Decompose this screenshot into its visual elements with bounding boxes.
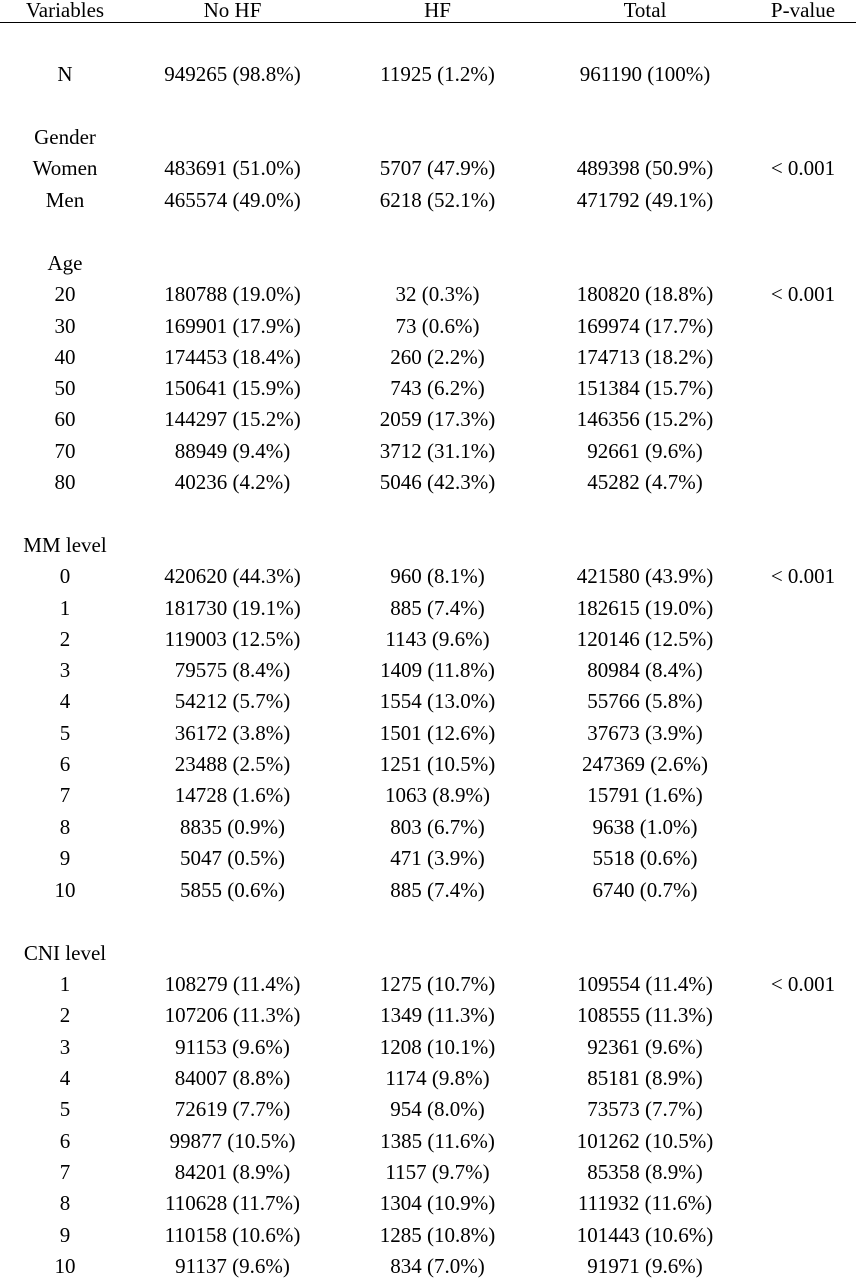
total-cell: 247369 (2.6%): [582, 752, 708, 776]
hf-cell: 1409 (11.8%): [380, 658, 495, 682]
no-hf-cell: 84007 (8.8%): [174, 1066, 291, 1090]
no-hf-cell: 5855 (0.6%): [180, 878, 285, 902]
row-label: 9: [59, 1223, 71, 1247]
no-hf-cell: 119003 (12.5%): [164, 627, 301, 651]
no-hf-cell: 88949 (9.4%): [174, 439, 291, 463]
no-hf-cell: 169901 (17.9%): [164, 314, 301, 338]
row-label: 3: [59, 658, 71, 682]
hf-cell: 1349 (11.3%): [380, 1003, 495, 1027]
hf-cell: 11925 (1.2%): [380, 62, 495, 86]
row-label: N: [57, 62, 73, 86]
no-hf-cell: 150641 (15.9%): [164, 376, 301, 400]
total-cell: 120146 (12.5%): [576, 627, 714, 651]
hf-cell: 803 (6.7%): [390, 815, 485, 839]
row-label: 1: [59, 596, 71, 620]
hf-cell: 5046 (42.3%): [379, 470, 496, 494]
row-label: Women: [32, 156, 98, 180]
hf-cell: 6218 (52.1%): [379, 188, 496, 212]
hf-cell: 32 (0.3%): [395, 282, 480, 306]
total-cell: 111932 (11.6%): [577, 1191, 713, 1215]
total-cell: 45282 (4.7%): [587, 470, 703, 494]
no-hf-cell: 14728 (1.6%): [174, 783, 291, 807]
no-hf-cell: 108279 (11.4%): [164, 972, 301, 996]
row-label: 7: [59, 783, 71, 807]
total-cell: 151384 (15.7%): [576, 376, 714, 400]
no-hf-cell: 91137 (9.6%): [175, 1254, 290, 1278]
total-cell: 91971 (9.6%): [587, 1254, 703, 1278]
header-variables: Variables: [25, 0, 105, 22]
total-cell: 5518 (0.6%): [592, 846, 698, 870]
total-cell: 37673 (3.9%): [587, 721, 703, 745]
row-label: 0: [59, 564, 71, 588]
header-no-hf: No HF: [203, 0, 262, 22]
row-label: 8: [59, 815, 71, 839]
hf-cell: 2059 (17.3%): [379, 407, 496, 431]
total-cell: 92361 (9.6%): [587, 1035, 703, 1059]
no-hf-cell: 181730 (19.1%): [164, 596, 301, 620]
total-cell: 55766 (5.8%): [587, 689, 703, 713]
row-label: 4: [59, 1066, 71, 1090]
no-hf-cell: 110158 (10.6%): [164, 1223, 301, 1247]
total-cell: 108555 (11.3%): [577, 1003, 713, 1027]
row-label: 7: [59, 1160, 71, 1184]
total-cell: 85358 (8.9%): [587, 1160, 703, 1184]
row-label: 1: [59, 972, 71, 996]
hf-cell: 5707 (47.9%): [379, 156, 496, 180]
total-cell: 73573 (7.7%): [587, 1097, 703, 1121]
total-cell: 174713 (18.2%): [576, 345, 714, 369]
row-label: 40: [54, 345, 76, 369]
total-cell: 109554 (11.4%): [577, 972, 713, 996]
hf-cell: 471 (3.9%): [390, 846, 485, 870]
header-p-value: P-value: [770, 0, 836, 22]
row-label: Gender: [34, 125, 96, 149]
row-label: 9: [59, 846, 71, 870]
row-label: 10: [54, 1254, 76, 1278]
hf-cell: 1304 (10.9%): [379, 1191, 496, 1215]
total-cell: 182615 (19.0%): [576, 596, 714, 620]
hf-cell: 1143 (9.6%): [385, 627, 490, 651]
total-cell: 92661 (9.6%): [587, 439, 703, 463]
total-cell: 489398 (50.9%): [576, 156, 714, 180]
no-hf-cell: 110628 (11.7%): [165, 1191, 300, 1215]
total-cell: 961190 (100%): [579, 62, 711, 86]
total-cell: 101443 (10.6%): [576, 1223, 714, 1247]
hf-cell: 834 (7.0%): [390, 1254, 485, 1278]
header-rule: [0, 22, 856, 23]
row-label: 2: [59, 627, 71, 651]
no-hf-cell: 180788 (19.0%): [164, 282, 301, 306]
row-label: 5: [59, 721, 71, 745]
hf-cell: 1554 (13.0%): [379, 689, 496, 713]
p-value-cell: < 0.001: [770, 564, 836, 588]
hf-cell: 1063 (8.9%): [385, 783, 490, 807]
row-label: 50: [54, 376, 76, 400]
total-cell: 421580 (43.9%): [576, 564, 714, 588]
no-hf-cell: 420620 (44.3%): [164, 564, 301, 588]
no-hf-cell: 465574 (49.0%): [164, 188, 301, 212]
no-hf-cell: 54212 (5.7%): [174, 689, 291, 713]
total-cell: 6740 (0.7%): [592, 878, 698, 902]
hf-cell: 885 (7.4%): [390, 596, 485, 620]
hf-cell: 743 (6.2%): [390, 376, 485, 400]
hf-cell: 960 (8.1%): [390, 564, 485, 588]
hf-cell: 1208 (10.1%): [379, 1035, 496, 1059]
total-cell: 15791 (1.6%): [587, 783, 703, 807]
hf-cell: 885 (7.4%): [390, 878, 485, 902]
total-cell: 80984 (8.4%): [587, 658, 703, 682]
row-label: MM level: [23, 533, 107, 557]
row-label: 6: [59, 752, 71, 776]
hf-cell: 1275 (10.7%): [379, 972, 496, 996]
header-total: Total: [623, 0, 667, 22]
no-hf-cell: 84201 (8.9%): [174, 1160, 291, 1184]
p-value-cell: < 0.001: [770, 156, 836, 180]
hf-cell: 1385 (11.6%): [380, 1129, 495, 1153]
row-label: 3: [59, 1035, 71, 1059]
hf-cell: 1251 (10.5%): [379, 752, 496, 776]
no-hf-cell: 949265 (98.8%): [164, 62, 301, 86]
p-value-cell: < 0.001: [770, 972, 836, 996]
total-cell: 9638 (1.0%): [592, 815, 698, 839]
row-label: 2: [59, 1003, 71, 1027]
row-label: 5: [59, 1097, 71, 1121]
hf-cell: 3712 (31.1%): [379, 439, 496, 463]
row-label: 60: [54, 407, 76, 431]
total-cell: 101262 (10.5%): [576, 1129, 714, 1153]
hf-cell: 1501 (12.6%): [379, 721, 496, 745]
no-hf-cell: 107206 (11.3%): [164, 1003, 301, 1027]
hf-cell: 260 (2.2%): [390, 345, 485, 369]
total-cell: 471792 (49.1%): [576, 188, 714, 212]
no-hf-cell: 91153 (9.6%): [175, 1035, 290, 1059]
no-hf-cell: 36172 (3.8%): [174, 721, 291, 745]
row-label: Age: [47, 251, 83, 275]
no-hf-cell: 79575 (8.4%): [174, 658, 291, 682]
total-cell: 169974 (17.7%): [576, 314, 714, 338]
no-hf-cell: 8835 (0.9%): [180, 815, 285, 839]
hf-cell: 1157 (9.7%): [385, 1160, 490, 1184]
p-value-cell: < 0.001: [770, 282, 836, 306]
hf-cell: 1174 (9.8%): [385, 1066, 490, 1090]
row-label: 4: [59, 689, 71, 713]
row-label: 10: [54, 878, 76, 902]
row-label: 8: [59, 1191, 71, 1215]
no-hf-cell: 483691 (51.0%): [164, 156, 301, 180]
row-label: 20: [54, 282, 76, 306]
row-label: 30: [54, 314, 76, 338]
hf-cell: 954 (8.0%): [390, 1097, 485, 1121]
no-hf-cell: 40236 (4.2%): [174, 470, 291, 494]
row-label: 70: [54, 439, 76, 463]
no-hf-cell: 5047 (0.5%): [180, 846, 285, 870]
row-label: 6: [59, 1129, 71, 1153]
no-hf-cell: 23488 (2.5%): [174, 752, 291, 776]
total-cell: 146356 (15.2%): [576, 407, 714, 431]
row-label: Men: [45, 188, 85, 212]
no-hf-cell: 72619 (7.7%): [174, 1097, 291, 1121]
total-cell: 180820 (18.8%): [576, 282, 714, 306]
row-label: CNI level: [23, 941, 107, 965]
header-hf: HF: [424, 0, 451, 22]
no-hf-cell: 99877 (10.5%): [169, 1129, 296, 1153]
total-cell: 85181 (8.9%): [587, 1066, 703, 1090]
hf-cell: 73 (0.6%): [395, 314, 480, 338]
no-hf-cell: 144297 (15.2%): [164, 407, 301, 431]
hf-cell: 1285 (10.8%): [379, 1223, 496, 1247]
no-hf-cell: 174453 (18.4%): [164, 345, 301, 369]
table-header: [0, 0, 856, 22]
row-label: 80: [54, 470, 76, 494]
